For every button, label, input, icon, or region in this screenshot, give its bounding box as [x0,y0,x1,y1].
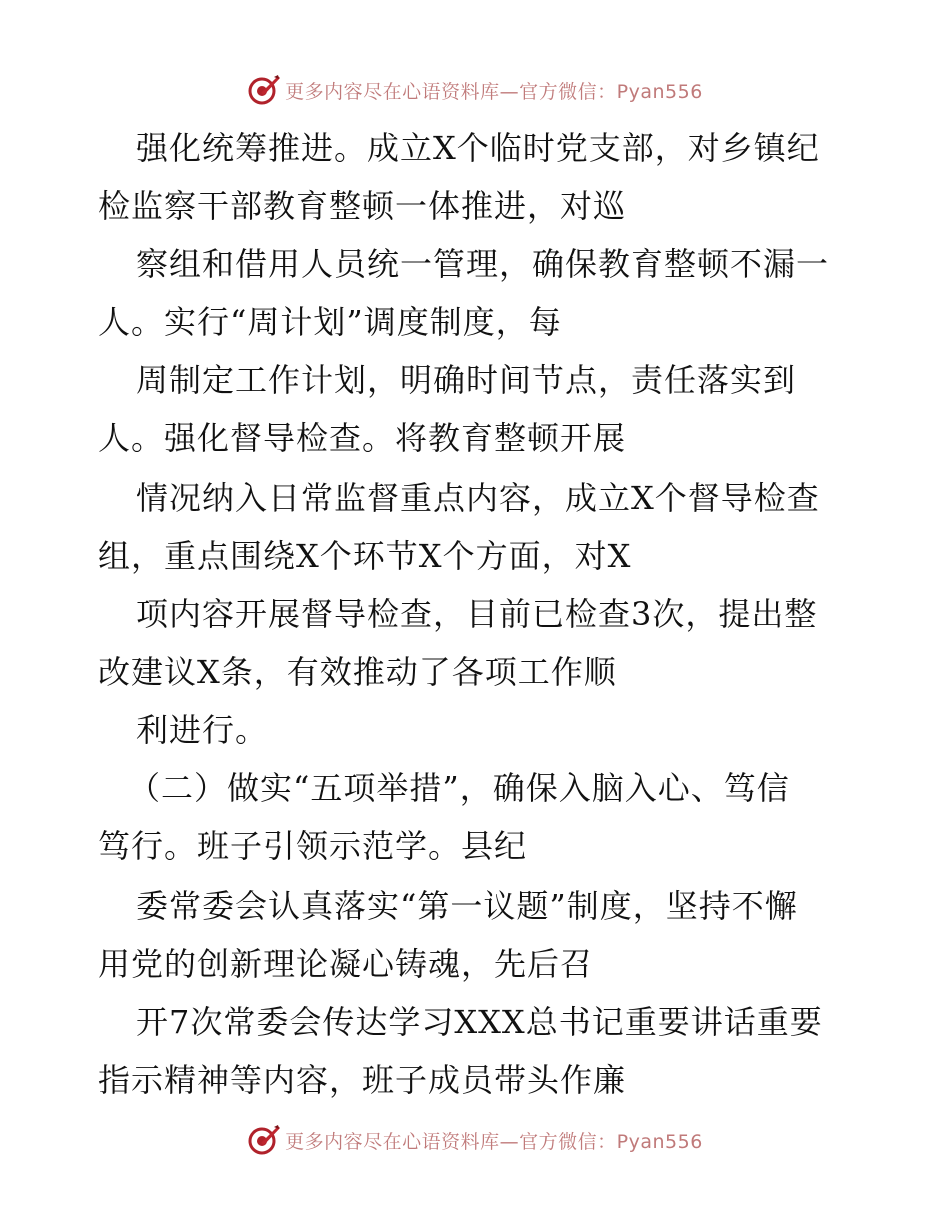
text-line: 人。强化督导检查。将教育整顿开展 [98,419,627,457]
text-line: 周制定工作计划，明确时间节点，责任落实到 [136,361,797,399]
footer-banner-text: 更多内容尽在心语资料库—官方微信：Pyan556 [285,1130,703,1153]
text-line: 利进行。 [136,711,269,749]
text-line: 组，重点围绕X个环节X个方面，对X [98,537,632,575]
text-line: （二）做实“五项举措”，确保入脑入心、笃信 [128,769,790,807]
text-line: 开7次常委会传达学习XXX总书记重要讲话重要 [136,1003,823,1041]
text-line: 察组和借用人员统一管理，确保教育整顿不漏一 [136,245,830,283]
text-line: 检监察干部教育整顿一体推进，对巡 [98,187,627,225]
text-line: 笃行。班子引领示范学。县纪 [98,827,528,865]
text-line: 指示精神等内容，班子成员带头作廉 [98,1061,627,1099]
text-line: 委常委会认真落实“第一议题”制度，坚持不懈 [136,887,798,925]
text-line: 人。实行“周计划”调度制度，每 [98,303,562,341]
quill-seal-logo-icon [247,1123,281,1157]
text-line: 项内容开展督导检查，目前已检查3次，提出整 [136,595,818,633]
header-banner-text: 更多内容尽在心语资料库—官方微信：Pyan556 [285,80,703,103]
footer-banner [0,1120,950,1160]
text-line: 改建议X条，有效推动了各项工作顺 [98,653,617,691]
text-line: 情况纳入日常监督重点内容，成立X个督导检查 [136,479,820,517]
text-line: 强化统筹推进。成立X个临时党支部，对乡镇纪 [136,129,820,167]
text-line: 用党的创新理论凝心铸魂，先后召 [98,945,594,983]
